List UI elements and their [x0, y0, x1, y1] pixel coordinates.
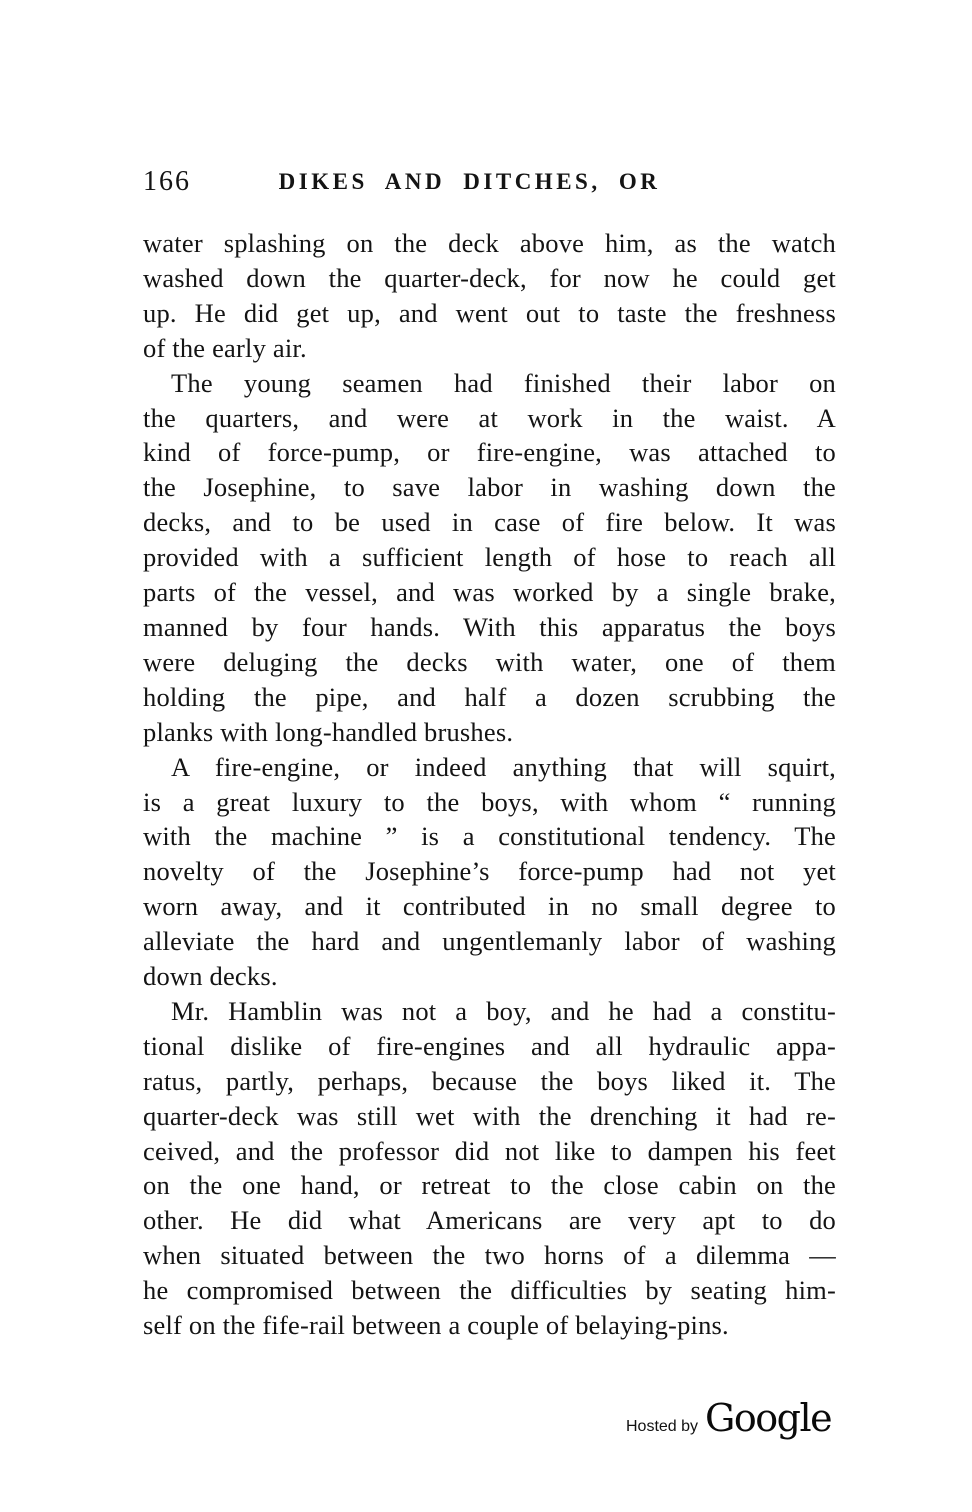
page-footer [626, 1396, 831, 1440]
text-line: novelty of the Josephine’s force-pump had not yet [143, 856, 836, 887]
text-line: decks, and to be used in case of fire below. It was [143, 507, 836, 538]
text-line: with the machine ” is a constitutional tendency. The [143, 821, 836, 852]
text-line: Mr. Hamblin was not a boy, and he had a constitu- [171, 995, 836, 1026]
google-logo: Google [705, 1396, 832, 1440]
text-line: on the one hand, or retreat to the close cabin on the [143, 1170, 836, 1201]
text-line: worn away, and it contributed in no small degree to [143, 891, 836, 922]
paragraph [143, 226, 836, 366]
text-line: ceived, and the professor did not like to dampen his feet [143, 1135, 836, 1166]
page-number: 166 [143, 166, 191, 197]
text-line: A fire-engine, or indeed anything that will squirt, [171, 751, 836, 782]
text-line: holding the pipe, and half a dozen scrubbing the [143, 681, 836, 712]
text-line: of the early air. [143, 332, 307, 363]
text-line: quarter-deck was still wet with the drenching it had re- [143, 1100, 836, 1131]
running-title: DIKES AND DITCHES, OR [278, 169, 661, 194]
paragraph [143, 994, 836, 1343]
text-line: manned by four hands. With this apparatus the boys [143, 611, 836, 642]
text-line: were deluging the decks with water, one of them [143, 646, 836, 677]
text-line: alleviate the hard and ungentlemanly labor of washing [143, 926, 836, 957]
text-line: planks with long-handled brushes. [143, 716, 514, 747]
text-line: provided with a sufficient length of hose to reach all [143, 542, 836, 573]
text-line: he compromised between the difficulties by seating him- [143, 1275, 836, 1306]
paragraph [143, 750, 836, 994]
text-line: up. He did get up, and went out to taste the freshness [143, 297, 836, 328]
hosted-by-label: Hosted by [626, 1418, 699, 1435]
paragraph [143, 366, 836, 750]
body-text [143, 226, 836, 1343]
text-line: is a great luxury to the boys, with whom “ running [143, 786, 836, 817]
text-line: washed down the quarter-deck, for now he could get [143, 262, 836, 293]
text-line: tional dislike of fire-engines and all hydraulic appa- [143, 1030, 836, 1061]
text-line: ratus, partly, perhaps, because the boys liked it. The [143, 1065, 836, 1096]
text-line: water splashing on the deck above him, as the watch [143, 228, 836, 258]
text-line: the Josephine, to save labor in washing down the [143, 472, 836, 503]
text-line: other. He did what Americans are very apt to do [143, 1205, 836, 1236]
text-line: kind of force-pump, or fire-engine, was attached to [143, 437, 836, 468]
text-line: the quarters, and were at work in the waist. A [143, 402, 836, 433]
text-line: down decks. [143, 961, 278, 992]
text-line: when situated between the two horns of a dilemma — [143, 1240, 836, 1271]
text-line: self on the fife-rail between a couple of belaying-pins. [143, 1310, 729, 1341]
text-line: parts of the vessel, and was worked by a single brake, [143, 577, 836, 608]
page-header [143, 166, 836, 202]
text-line: The young seamen had finished their labor on [171, 367, 836, 398]
